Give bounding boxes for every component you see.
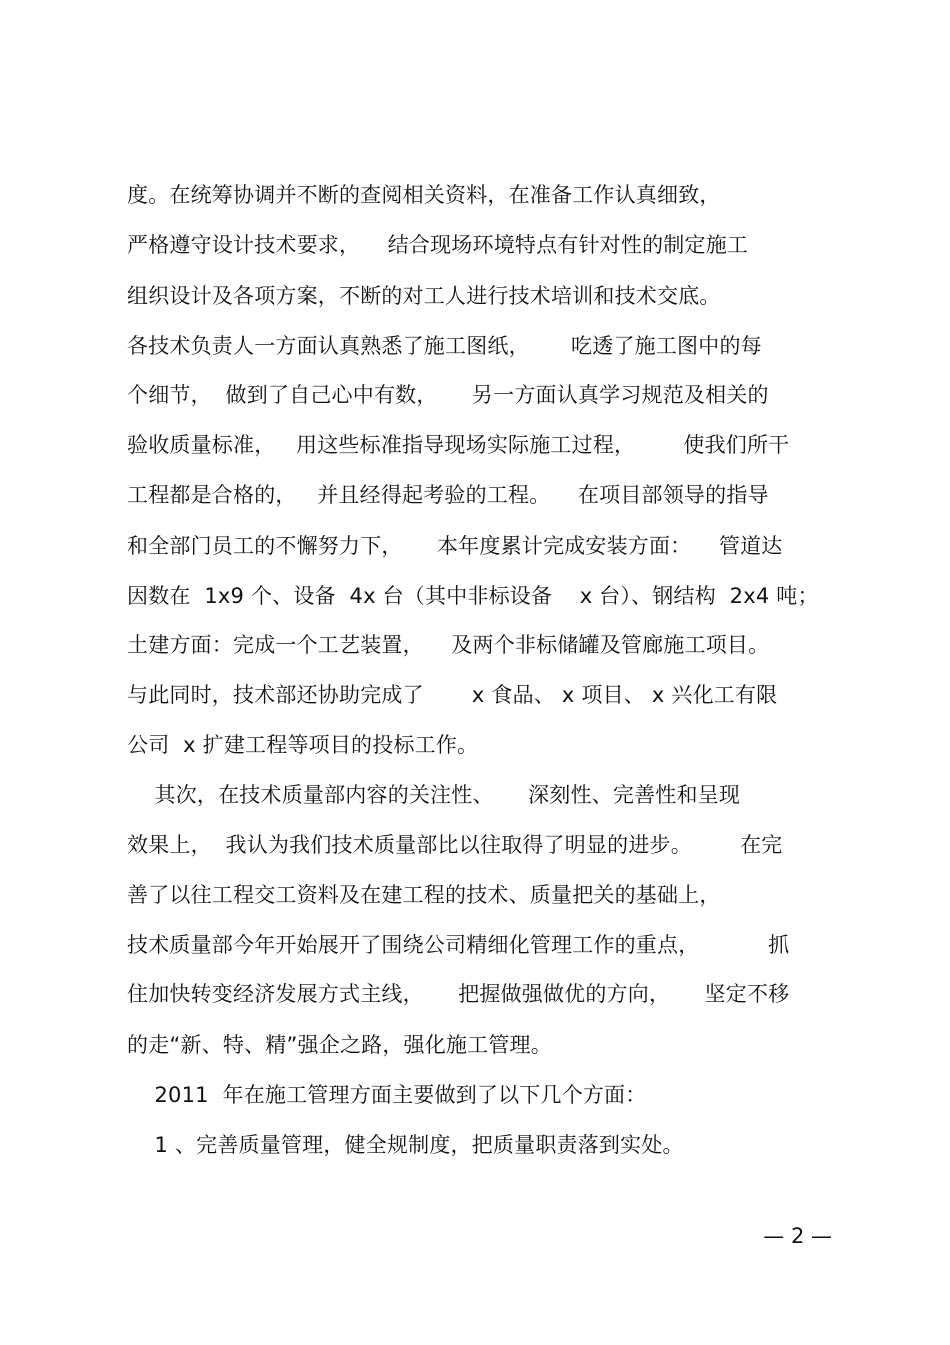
text-line-17: 住加快转变经济发展方式主线， 把握做强做优的方向， 坚定不移 [127,982,790,1006]
text-line-8: 和全部门员工的不懈努力下， 本年度累计完成安装方面： 管道达 [127,534,783,558]
text-line-2: 严格遵守设计技术要求， 结合现场环境特点有针对性的制定施工 [127,233,749,257]
text-line-18: 的走“新、特、精”强企之路，强化施工管理。 [127,1033,552,1057]
text-line-13: 其次，在技术质量部内容的关注性、 深刻性、完善性和呈现 [127,783,741,807]
text-line-12: 公司 x 扩建工程等项目的投标工作。 [127,733,479,757]
text-line-7: 工程都是合格的， 并且经得起考验的工程。 在项目部领导的指导 [127,483,769,507]
page-number: — 2 — [763,1224,832,1248]
text-line-9: 因数在 1x9 个、设备 4x 台（其中非标设备 x 台）、钢结构 2x4 吨； [127,584,819,608]
text-line-14: 效果上， 我认为我们技术质量部比以往取得了明显的进步。 在完 [127,833,783,857]
text-line-4: 各技术负责人一方面认真熟悉了施工图纸， 吃透了施工图中的每 [127,334,762,358]
text-line-1: 度。在统筹协调并不断的查阅相关资料，在准备工作认真细致， [127,183,721,207]
text-line-6: 验收质量标准， 用这些标准指导现场实际施工过程， 使我们所干 [127,433,790,457]
text-line-3: 组织设计及各项方案，不断的对工人进行技术培训和技术交底。 [127,284,721,308]
text-line-15: 善了以往工程交工资料及在建工程的技术、质量把关的基础上， [127,883,721,907]
text-line-20: 1 、完善质量管理，健全规制度，把质量职责落到实处。 [127,1133,684,1157]
text-line-11: 与此同时，技术部还协助完成了 x 食品、 x 项目、 x 兴化工有限 [127,683,778,707]
text-line-16: 技术质量部今年开始展开了围绕公司精细化管理工作的重点， 抓 [127,933,790,957]
text-line-5: 个细节， 做到了自己心中有数， 另一方面认真学习规范及相关的 [127,383,769,407]
text-line-19: 2011 年在施工管理方面主要做到了以下几个方面： [127,1083,647,1107]
text-line-10: 土建方面：完成一个工艺装置， 及两个非标储罐及管廊施工项目。 [127,633,770,657]
